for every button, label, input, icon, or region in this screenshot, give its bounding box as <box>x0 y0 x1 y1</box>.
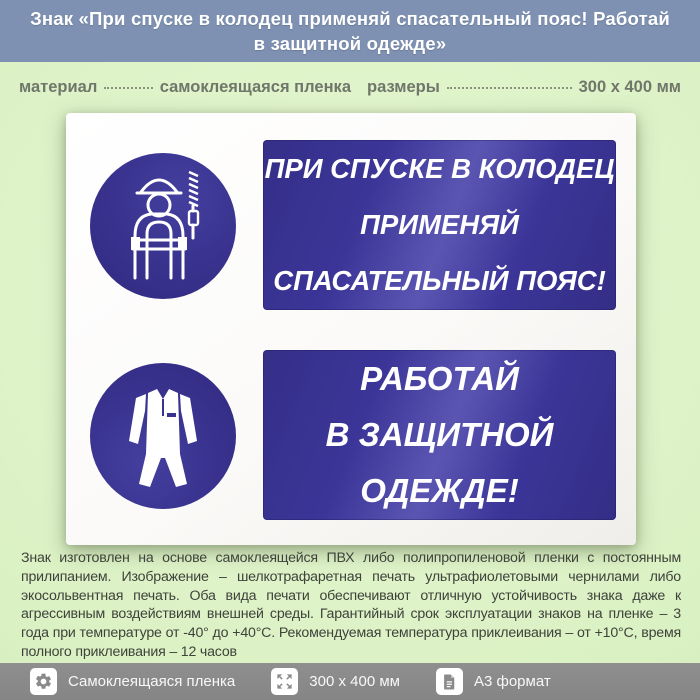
gear-icon <box>30 668 57 695</box>
protective-clothing-icon <box>89 362 237 510</box>
material-value: самоклеящаяся пленка <box>159 77 351 96</box>
specs-bar <box>0 62 700 112</box>
footer-item-size <box>271 668 400 695</box>
size-spec <box>367 78 681 97</box>
material-label: материал <box>19 77 98 96</box>
size-dotted-leader <box>447 87 572 89</box>
material-dotted-leader <box>104 87 152 89</box>
expand-arrows-icon <box>271 668 298 695</box>
document-icon <box>436 668 463 695</box>
description-text: Знак изготовлен на основе самоклеящейся ПВХ либо полипропиленовой пленки с постоянным прилипанием. Изображение – шелкотрафаретная печать ультрафиолетовыми чернилами либо экосольвентная печать. Оба вида печати обеспечивают отличную устойчивость знака даже к агрессивным воздействиям внешней среды. Гарантийный срок эксплуатации знаков на пленке – 3 года при температуре от -40° до +40°С. Рекомендуемая температура приклеивания – от +10°С, время полного приклеивания – 12 часов <box>21 550 681 660</box>
panel2-line1: РАБОТАЙ <box>360 360 519 397</box>
footer-item-format <box>436 668 551 695</box>
panel1-line1: ПРИ СПУСКЕ В КОЛОДЕЦ <box>264 153 615 184</box>
footer-item-material <box>30 668 235 695</box>
header-banner <box>0 0 700 62</box>
size-label: размеры <box>367 77 440 96</box>
footer-item-label: А3 формат <box>473 673 551 690</box>
sign-board <box>66 113 636 545</box>
material-spec <box>19 78 351 97</box>
size-value: 300 х 400 мм <box>578 77 681 96</box>
safety-harness-worker-icon <box>89 152 237 300</box>
footer-item-label: Самоклеящаяся пленка <box>68 673 236 690</box>
panel1-line2: ПРИМЕНЯЙ <box>360 209 519 240</box>
sign-panel-1 <box>263 140 616 310</box>
panel1-line3: СПАСАТЕЛЬНЫЙ ПОЯС! <box>273 265 606 296</box>
panel2-line3: ОДЕЖДЕ! <box>360 472 519 509</box>
page-title: Знак «При спуске в колодец применяй спасательный пояс! Работай в защитной одежде» <box>30 8 670 54</box>
footer-bar <box>0 663 700 700</box>
sign-panel-2 <box>263 350 616 520</box>
panel2-line2: В ЗАЩИТНОЙ <box>325 416 554 453</box>
footer-item-label: 300 х 400 мм <box>309 673 400 690</box>
